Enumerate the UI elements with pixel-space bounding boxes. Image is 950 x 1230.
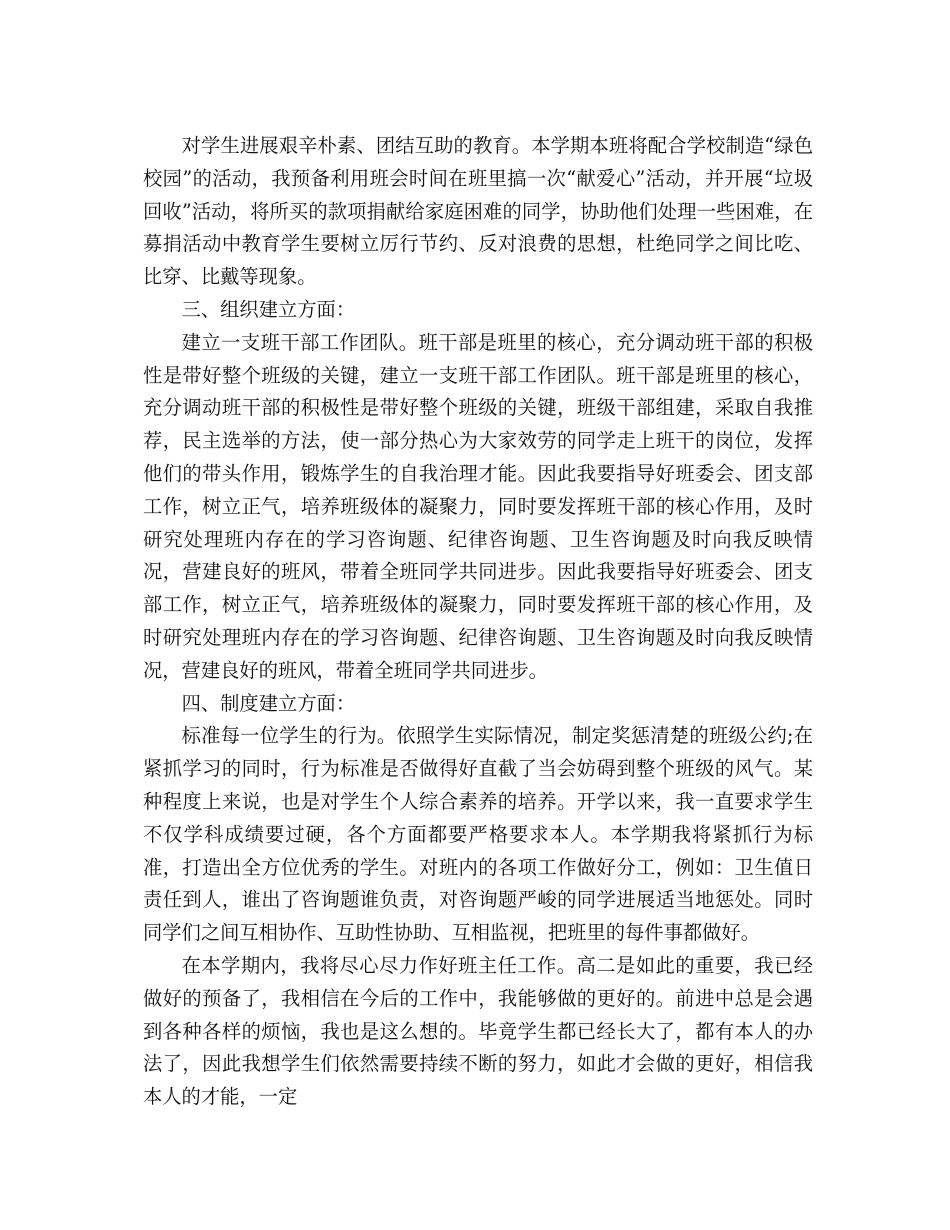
paragraph-semester-commitment: 在本学期内，我将尽心尽力作好班主任工作。高二是如此的重要，我已经做好的预备了，我相信在今后的工作中，我能够做的更好的。前进中总是会遇到各种各样的烦恼，我也是这么想的。毕竟学生都已经长大了，都有本人的办法了，因此我想学生们依然需要持续不断的努力，如此才会做的更好，相信我本人的才能，一定 <box>143 953 813 1109</box>
section-heading-organization: 三、组织建立方面： <box>181 297 356 321</box>
document-body <box>143 130 813 1114</box>
paragraph-green-campus-activity: 对学生进展艰辛朴素、团结互助的教育。本学期本班将配合学校制造“绿色校园”的活动，我预备利用班会时间在班里搞一次“献爱心”活动，并开展“垃圾回收”活动，将所买的款项捐献给家庭困难的同学，协助他们处理一些困难，在募捐活动中教育学生要树立厉行节约、反对浪费的思想，杜绝同学之间比吃、比穿、比戴等现象。 <box>143 134 813 289</box>
section-heading-system: 四、制度建立方面： <box>181 691 356 715</box>
paragraph-behavior-standards: 标准每一位学生的行为。依照学生实际情况，制定奖惩清楚的班级公约;在紧抓学习的同时，行为标准是否做得好直截了当会妨碍到整个班级的风气。某种程度上来说，也是对学生个人综合素养的培养。开学以来，我一直要求学生不仅学科成绩要过硬，各个方面都要严格要求本人。本学期我将紧抓行为标准，打造出全方位优秀的学生。对班内的各项工作做好分工，例如：卫生值日责任到人，谁出了咨询题谁负责，对咨询题严峻的同学进展适当地惩处。同时同学们之间互相协作、互助性协助、互相监视，把班里的每件事都做好。 <box>143 724 813 945</box>
paragraph-class-cadre-team: 建立一支班干部工作团队。班干部是班里的核心，充分调动班干部的积极性是带好整个班级的关键，建立一支班干部工作团队。班干部是班里的核心，充分调动班干部的积极性是带好整个班级的关键，班级干部组建，采取自我推荐，民主选举的方法，使一部分热心为大家效劳的同学走上班干的岗位，发挥他们的带头作用，锻炼学生的自我治理才能。因此我要指导好班委会、团支部工作，树立正气，培养班级体的凝聚力，同时要发挥班干部的核心作用，及时研究处理班内存在的学习咨询题、纪律咨询题、卫生咨询题及时向我反映情况，营建良好的班风，带着全班同学共同进步。因此我要指导好班委会、团支部工作，树立正气，培养班级体的凝聚力，同时要发挥班干部的核心作用，及时研究处理班内存在的学习咨询题、纪律咨询题、卫生咨询题及时向我反映情况，营建良好的班风，带着全班同学共同进步。 <box>143 330 813 682</box>
